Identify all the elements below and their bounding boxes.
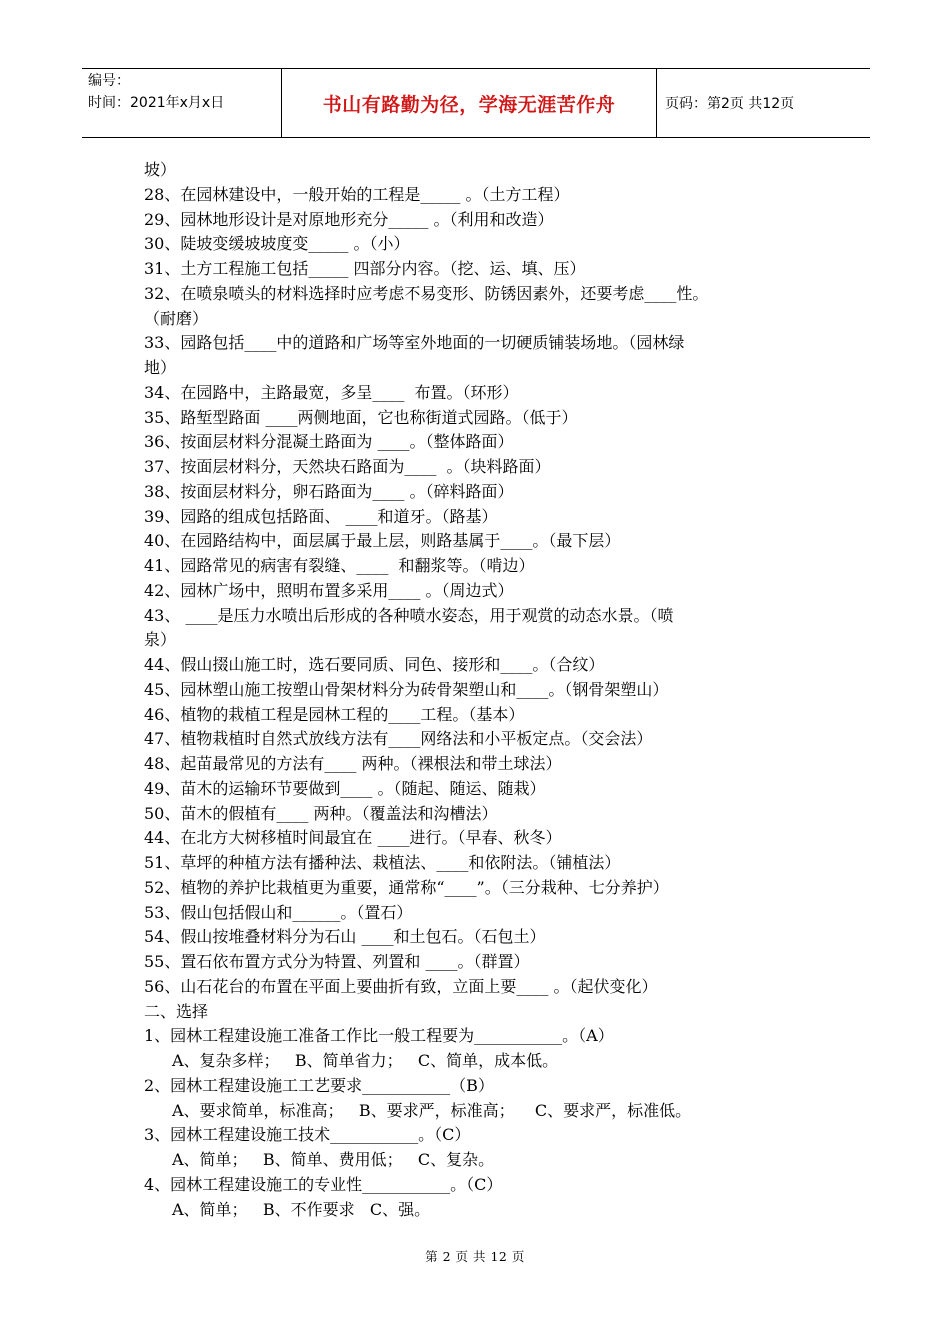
- question-55: 55、置石依布置方式分为特置、列置和 ____。（群置）: [144, 952, 530, 971]
- question-45: 45、园林塑山施工按塑山骨架材料分为砖骨架塑山和____。（钢骨架塑山）: [144, 679, 669, 699]
- question-39: 39、园路的组成包括路面、 ____和道牙。（路基）: [144, 506, 498, 526]
- question-56: 56、山石花台的布置在平面上要曲折有致，立面上要____ 。（起伏变化）: [144, 976, 658, 996]
- text-line: （耐磨）: [144, 308, 209, 328]
- question-52: 52、植物的养护比栽植更为重要，通常称“____”。（三分栽种、七分养护）: [144, 877, 669, 897]
- question-44b: 44、在北方大树移植时间最宜在 ____进行。（早春、秋冬）: [144, 828, 562, 848]
- question-53: 53、假山包括假山和______。（置石）: [144, 902, 413, 922]
- date-label: 时间：2021年x月x日: [88, 95, 225, 111]
- question-37: 37、按面层材料分，天然块石路面为____ 。（块料路面）: [144, 457, 551, 476]
- question-40: 40、在园路结构中，面层属于最上层，则路基属于____。（最下层）: [144, 531, 621, 551]
- page-header: [82, 68, 870, 138]
- document-body: [144, 158, 824, 1222]
- choice-options-4: A、简单； B、不作要求 C、强。: [172, 1199, 431, 1219]
- question-48: 48、起苗最常见的方法有____ 两种。（裸根法和带土球法）: [144, 754, 562, 773]
- question-33: 33、园路包括____中的道路和广场等室外地面的一切硬质铺装场地。（园林绿: [144, 333, 685, 353]
- text-line: 坡）: [144, 160, 177, 179]
- section-heading: 二、选择: [144, 1001, 209, 1021]
- question-44: 44、假山掇山施工时，选石要同质、同色、接形和____。（合纹）: [144, 655, 605, 674]
- question-29: 29、园林地形设计是对原地形充分_____ 。（利用和改造）: [144, 209, 554, 229]
- question-38: 38、按面层材料分，卵石路面为____ 。（碎料路面）: [144, 481, 514, 501]
- question-49: 49、苗木的运输环节要做到____ 。（随起、随运、随栽）: [144, 778, 546, 798]
- question-32: 32、在喷泉喷头的材料选择时应考虑不易变形、防锈因素外，还要考虑____性。: [144, 283, 709, 303]
- text-line: 地）: [144, 358, 177, 377]
- header-meta: [82, 69, 282, 137]
- header-page-info: 页码：第2页 共12页: [665, 96, 795, 112]
- question-35: 35、路堑型路面 ____两侧地面，它也称街道式园路。（低于）: [144, 407, 578, 427]
- question-50: 50、苗木的假植有____ 两种。（覆盖法和沟槽法）: [144, 803, 498, 823]
- choice-question-3: 3、园林工程建设施工技术___________。（C）: [144, 1125, 471, 1145]
- choice-options-2: A、要求简单，标准高； B、要求严，标准高； C、要求严，标准低。: [172, 1100, 692, 1120]
- text-line: 泉）: [144, 630, 177, 650]
- header-motto: 书山有路勤为径，学海无涯苦作舟: [282, 69, 657, 137]
- choice-question-1: 1、园林工程建设施工准备工作比一般工程要为___________。（A）: [144, 1026, 614, 1046]
- question-34: 34、在园路中，主路最宽，多呈____ 布置。（环形）: [144, 382, 519, 402]
- number-label: 编号：: [88, 73, 130, 89]
- question-42: 42、园林广场中，照明布置多采用____ 。（周边式）: [144, 580, 514, 600]
- choice-options-1: A、复杂多样； B、简单省力； C、简单，成本低。: [172, 1051, 559, 1070]
- question-54: 54、假山按堆叠材料分为石山 ____和土包石。（石包土）: [144, 927, 546, 947]
- question-36: 36、按面层材料分混凝土路面为 ____。（整体路面）: [144, 432, 514, 452]
- question-31: 31、土方工程施工包括_____ 四部分内容。（挖、运、填、压）: [144, 259, 586, 278]
- question-43: 43、 ____是压力水喷出后形成的各种喷水姿态，用于观赏的动态水景。（喷: [144, 605, 674, 625]
- question-51: 51、草坪的种植方法有播种法、栽植法、____和依附法。（铺植法）: [144, 853, 621, 872]
- question-28: 28、在园林建设中，一般开始的工程是_____ 。（土方工程）: [144, 184, 570, 204]
- question-41: 41、园路常见的病害有裂缝、____ 和翻浆等。（啃边）: [144, 556, 535, 575]
- choice-question-2: 2、园林工程建设施工工艺要求___________（B）: [144, 1075, 494, 1095]
- question-47: 47、植物栽植时自然式放线方法有____网络法和小平板定点。（交会法）: [144, 729, 653, 749]
- question-46: 46、植物的栽植工程是园林工程的____工程。（基本）: [144, 704, 525, 724]
- page-footer: 第 2 页 共 12 页: [425, 1249, 525, 1264]
- question-30: 30、陡坡变缓坡坡度变_____ 。（小）: [144, 234, 410, 254]
- choice-question-4: 4、园林工程建设施工的专业性___________。（C）: [144, 1174, 503, 1194]
- choice-options-3: A、简单； B、简单、费用低； C、复杂。: [172, 1150, 495, 1169]
